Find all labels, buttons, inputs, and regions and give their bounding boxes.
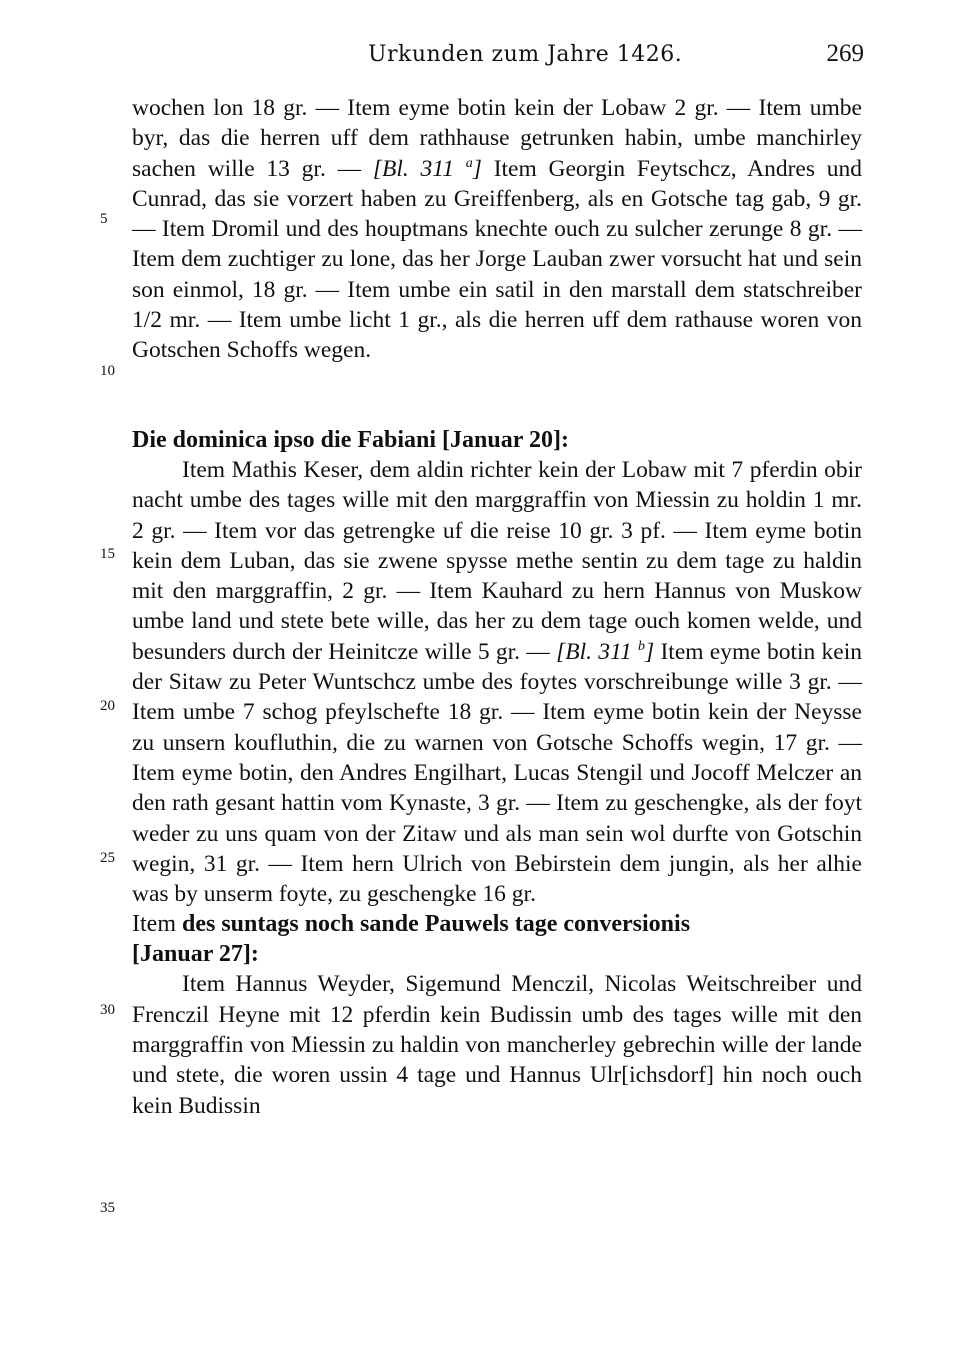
paragraph-text: wochen lon 18 gr. — Item eyme botin kein der Lobaw 2 gr. — Item umbe byr, das die herren uff dem rathhause getrunken habin, umbe manchirley sachen wille 13 gr. —: [132, 95, 862, 182]
line-number-5: 5: [100, 211, 108, 227]
running-header: [0, 40, 960, 76]
folio-reference: [Bl. 311 $^b$]: [556, 638, 655, 665]
paragraph-conversionis: [132, 969, 862, 1120]
running-title: Urkunden zum Jahre 1426.: [368, 42, 683, 67]
heading-date: [Januar 27]:: [132, 941, 259, 968]
main-text: [132, 93, 862, 1121]
line-number-15: 15: [100, 546, 115, 562]
paragraph-text: Item eyme botin kein der Sitaw zu Peter Wuntschcz umbe des foytes vorschreibunge wille 3 gr. — Item umbe 7 schog pfeylschefte 18 gr. — Item eyme botin kein der Neysse zu unsern koufluthin, die zu warnen von Gotsche Schoffs wegin, 17 gr. — Item eyme botin, den Andres Engilhart, Lucas Stengil und Jocoff Melczer an den rath gesant hattin vom Kynaste, 3 gr. — Item zu geschengke, als der foyt weder zu uns quam von der Zitaw und als man sein wol durfte von Gotschin wegin, 31 gr. — Item hern Ulrich von Bebirstein dem jungin, als her alhie was by unserm foyte, zu geschengke 16 gr.: [132, 638, 863, 908]
section-heading-fabiani: Die dominica ipso die Fabiani [Januar 20]:: [132, 427, 569, 453]
line-number-20: 20: [100, 698, 115, 714]
line-number-35: 35: [100, 1200, 115, 1216]
folio-side: a: [465, 155, 473, 171]
paragraph-text: mr. — Item umbe licht 1 gr., als die herren uff dem rathause woren von Gotschen Schoffs wegen.: [132, 307, 862, 364]
page-number: 269: [826, 40, 864, 67]
line-number-30: 30: [100, 1002, 115, 1018]
paragraph-text: Item Mathis Keser, dem aldin richter kein der Lobaw mit 7 pferdin obir nacht umbe des tages wille mit den marggraffin von Miessin zu holdin 1 mr. 2 gr. — Item vor das getrengke uf die reise 10 gr. 3 pf. — Item eyme botin kein dem Luban, das sie zwene spysse methe sentin zu dem tage zu haldin mit den marggraffin, 2 gr. — Item Kauhard zu hern Hannus von Muskow umbe land und stete bete wille, das her zu dem tage ouch komen welde, und besunders durch der Heinitcze wille 5 gr. —: [132, 457, 862, 665]
paragraph-text: Item Hannus Weyder, Sigemund Menczil, Nicolas Weitschreiber und Frenczil Heyne mit 12 pferdin kein Budissin umb des tages wille mit den marggraffin von Miessin zu haldin von mancherley gebrechin wille der lande und stete, die woren ussin 4 tage und Hannus Ulr[ichsdorf] hin noch ouch kein Budissin: [132, 971, 862, 1119]
paragraph-text: Item Georgin Feytschcz, Andres und Cunrad, das sie vorzert haben zu Greiffenberg, als en Gotsche tag gab, 9 gr. — Item Dromil und des houptmans knechte ouch zu sulcher zerunge 8 gr. — Item dem zuchtiger zu lone, das her Jorge Lauban zwer vorsucht hat und sein son einmol, 18 gr. — Item umbe ein satil in den marstall dem statschreiber: [132, 155, 863, 303]
line-number-25: 25: [100, 850, 115, 866]
folio-reference: [Bl. 311 $^a$]: [372, 155, 482, 182]
heading-title: des suntags noch sande Pauwels tage conversionis: [181, 911, 691, 938]
folio-side: b: [638, 638, 646, 654]
paragraph-fabiani: [132, 455, 862, 909]
line-number-margin: [0, 0, 130, 1361]
fraction: 1/2: [132, 307, 163, 334]
paragraph-continued: [132, 93, 862, 425]
line-number-10: 10: [100, 363, 115, 379]
heading-item-word: Item: [132, 911, 176, 938]
section-heading-conversionis: [132, 909, 862, 969]
